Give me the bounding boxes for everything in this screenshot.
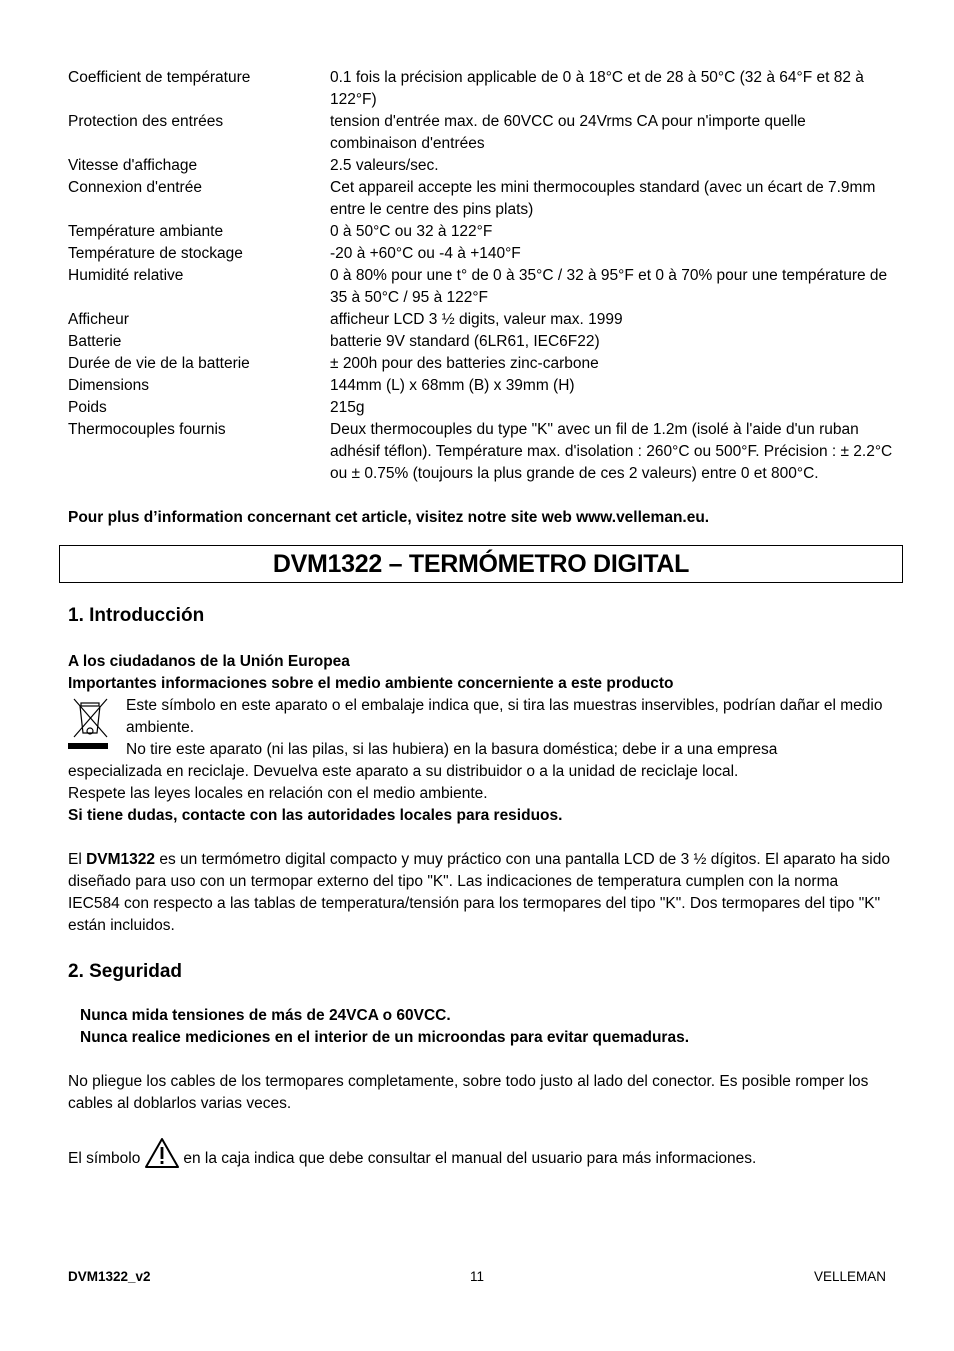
spec-row	[68, 397, 894, 419]
heading-seguridad: 2. Seguridad	[68, 961, 183, 982]
spec-row	[68, 309, 894, 331]
spec-row	[68, 67, 894, 111]
spec-value: 2.5 valeurs/sec.	[330, 157, 439, 174]
symbol-pre: El símbolo	[68, 1150, 141, 1167]
spec-row	[68, 177, 894, 221]
spec-row	[68, 353, 894, 375]
spec-row	[68, 265, 894, 309]
spec-label: Vitesse d'affichage	[68, 157, 198, 174]
eu-heading: A los ciudadanos de la Unión Europea	[68, 653, 350, 670]
weee-text-1: Este símbolo en este aparato o el embalaje indica que, si tira las muestras inservibles, podrían dañar el medio ambiente.	[126, 697, 883, 736]
symbol-paragraph	[68, 1137, 894, 1170]
warning-triangle-icon	[144, 1137, 180, 1169]
spec-label: Protection des entrées	[68, 113, 224, 130]
spec-row	[68, 155, 894, 177]
page-content	[68, 67, 894, 1170]
warning-1: Nunca mida tensiones de más de 24VCA o 60VCC.	[80, 1007, 451, 1024]
spec-label: Thermocouples fournis	[68, 421, 226, 438]
spec-table	[68, 67, 894, 485]
spec-row	[68, 419, 894, 485]
intro-model: DVM1322	[86, 851, 156, 868]
footer-page-number: 11	[469, 1269, 484, 1284]
spec-value: Cet appareil accepte les mini thermocouples standard (avec un écart de 7.9mm entre le centre des pins plats)	[330, 179, 876, 218]
spec-label: Durée de vie de la batterie	[68, 355, 250, 372]
intro-pre: El	[68, 851, 87, 868]
weee-text-4: Si tiene dudas, contacte con las autoridades locales para residuos.	[68, 807, 563, 824]
spec-value: 215g	[330, 399, 365, 416]
weee-text-3: Respete las leyes locales en relación con el medio ambiente.	[68, 785, 488, 802]
spec-value: 0 à 80% pour une t° de 0 à 35°C / 32 à 95°F et 0 à 70% pour une température de 35 à 50°C / 95 à 122°F	[330, 267, 888, 306]
footer-brand: VELLEMAN	[813, 1269, 886, 1284]
spec-value: Deux thermocouples du type "K" avec un fil de 1.2m (isolé à l'aide d'un ruban adhésif téflon). Température max. d'isolation : 260°C ou 500°F. Précision : ± 2.2°C ou ± 0.75% (toujours la plus grande de ces 2 valeurs) entre 0 et 800°C.	[330, 421, 893, 482]
spec-row	[68, 375, 894, 397]
footer-doc-id: DVM1322_v2	[68, 1269, 151, 1284]
spec-row	[68, 111, 894, 155]
more-info-text: Pour plus d’information concernant cet article, visitez notre site web www.velleman.eu.	[68, 509, 710, 526]
spec-row	[68, 221, 894, 243]
spec-value: -20 à +60°C ou -4 à +140°F	[330, 245, 521, 262]
weee-block	[68, 695, 894, 761]
spec-label: Température de stockage	[68, 245, 243, 262]
page-title: DVM1322 – TERMÓMETRO DIGITAL	[272, 550, 690, 578]
title-box	[59, 545, 903, 583]
spec-value: ± 200h pour des batteries zinc-carbone	[330, 355, 599, 372]
warning-2: Nunca realice mediciones en el interior de un microondas para evitar quemaduras.	[80, 1029, 690, 1046]
spec-value: afficheur LCD 3 ½ digits, valeur max. 1999	[330, 311, 623, 328]
spec-label: Connexion d'entrée	[68, 179, 202, 196]
weee-text-2-end: especializada en reciclaje. Devuelva este aparato a su distribuidor o a la unidad de reciclaje local.	[68, 763, 739, 780]
spec-value: tension d'entrée max. de 60VCC ou 24Vrms CA pour n'importe quelle combinaison d'entrées	[330, 113, 806, 152]
weee-text-2-start: No tire este aparato (ni las pilas, si las hubiera) en la basura doméstica; debe ir a una empresa	[126, 741, 778, 758]
spec-value: 0 à 50°C ou 32 à 122°F	[330, 223, 493, 240]
spec-label: Température ambiante	[68, 223, 224, 240]
spec-label: Afficheur	[68, 311, 129, 328]
spec-row	[68, 243, 894, 265]
intro-post: es un termómetro digital compacto y muy práctico con una pantalla LCD de 3 ½ dígitos. El aparato ha sido diseñado para uso con un termopar externo del tipo "K". Las indicaciones de temperatura cumplen con la norma IEC584 con respecto a las tablas de temperatura/tensión para los termopares del tipo "K". Dos termopares del tipo "K" están incluidos.	[68, 851, 890, 934]
spec-label: Batterie	[68, 333, 122, 350]
spec-value: 0.1 fois la précision applicable de 0 à 18°C et de 28 à 50°C (32 à 64°F et 82 à 122°F)	[330, 69, 864, 108]
eu-subheading: Importantes informaciones sobre el medio ambiente concerniente a este producto	[68, 675, 674, 692]
spec-row	[68, 331, 894, 353]
heading-introduccion: 1. Introducción	[68, 605, 205, 626]
symbol-post: en la caja indica que debe consultar el manual del usuario para más informaciones.	[183, 1150, 757, 1167]
crossed-bin-icon	[68, 695, 112, 751]
spec-label: Coefficient de température	[68, 69, 251, 86]
spec-label: Poids	[68, 399, 107, 416]
spec-label: Dimensions	[68, 377, 149, 394]
intro-paragraph	[68, 849, 894, 937]
spec-value: batterie 9V standard (6LR61, IEC6F22)	[330, 333, 600, 350]
cable-paragraph: No pliegue los cables de los termopares completamente, sobre todo justo al lado del conector. Es posible romper los cables al doblarlos varias veces.	[68, 1073, 869, 1112]
spec-value: 144mm (L) x 68mm (B) x 39mm (H)	[330, 377, 575, 394]
spec-label: Humidité relative	[68, 267, 184, 284]
